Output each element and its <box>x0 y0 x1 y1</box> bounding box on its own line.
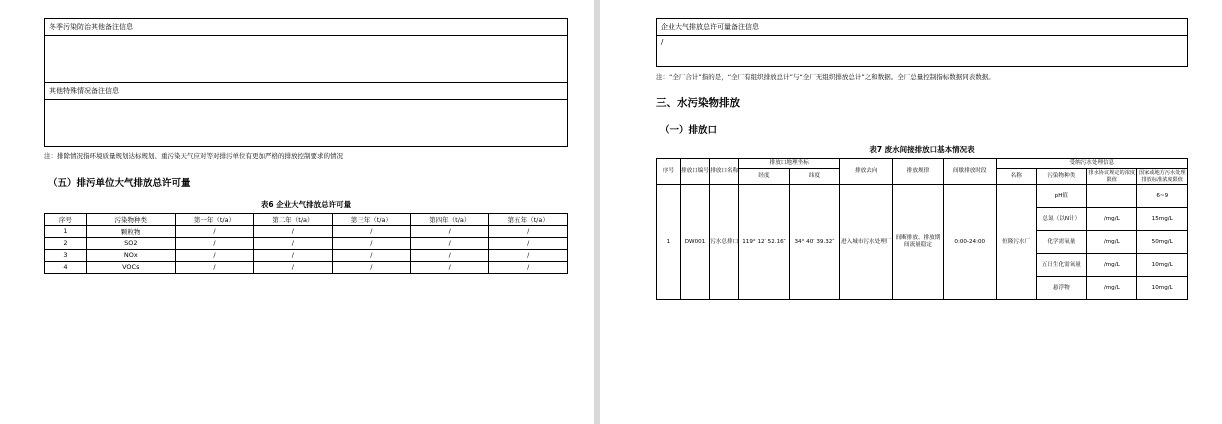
cell-limit: 10mg/L <box>1137 277 1188 300</box>
cell-pollutant: 总氮（以N计） <box>1036 208 1086 231</box>
table6-col-year3: 第三年（t/a） <box>332 213 410 225</box>
cell-year1: / <box>175 225 253 237</box>
cell-regulation: 间断排放、排放期间流量稳定 <box>893 185 943 300</box>
cell-no: 1 <box>657 185 681 300</box>
th-direction: 排放去向 <box>840 159 893 185</box>
table-row <box>657 185 1188 208</box>
th-interval: 间歇排放时段 <box>943 159 996 185</box>
table6-col-year4: 第四年（t/a） <box>411 213 489 225</box>
cell-pollutant: SO2 <box>86 237 175 249</box>
th-regulation: 排放规律 <box>893 159 943 185</box>
special-remark-header: 其他特殊情况备注信息 <box>45 83 568 100</box>
cell-outlet-code: DW001 <box>680 185 709 300</box>
th-longitude: 经度 <box>739 169 789 185</box>
table6-header-row <box>45 213 568 225</box>
cell-year5: / <box>489 249 568 261</box>
cell-pollutant: 颗粒物 <box>86 225 175 237</box>
cell-limit: 6~9 <box>1137 185 1188 208</box>
th-receiving-group: 受纳污水处理信息 <box>996 159 1187 169</box>
table-row <box>45 249 568 261</box>
air-remark-body: / <box>657 36 1188 67</box>
document-page-right <box>600 0 1222 424</box>
cell-year2: / <box>254 249 332 261</box>
th-coordinates-group: 排放口地理坐标 <box>739 159 840 169</box>
cell-year5: / <box>489 261 568 273</box>
table-row <box>45 261 568 273</box>
cell-agreed: /mg/L <box>1087 208 1137 231</box>
cell-agreed: /mg/L <box>1087 277 1137 300</box>
cell-year2: / <box>254 225 332 237</box>
cell-year1: / <box>175 261 253 273</box>
left-note: 注：排除情况指环境质量规划达标规划、重污染天气应对等对排污单位有更加严格的排放控制要求的情况 <box>44 152 343 160</box>
cell-year1: / <box>175 237 253 249</box>
cell-year4: / <box>411 225 489 237</box>
cell-year3: / <box>332 237 410 249</box>
section-heading-water: 三、水污染物排放 <box>656 97 740 110</box>
cell-no: 3 <box>45 249 87 261</box>
th-latitude: 纬度 <box>789 169 839 185</box>
table6-col-year5: 第五年（t/a） <box>489 213 568 225</box>
cell-agreed <box>1087 185 1137 208</box>
cell-interval: 0:00-24:00 <box>943 185 996 300</box>
cell-pollutant: pH值 <box>1036 185 1086 208</box>
table-row <box>45 225 568 237</box>
th-outlet-code: 排放口编号 <box>680 159 709 185</box>
cell-agreed: /mg/L <box>1087 254 1137 277</box>
table6-col-year1: 第一年（t/a） <box>175 213 253 225</box>
th-outlet-name: 排放口名称 <box>710 159 739 185</box>
cell-pollutant: 化学需氧量 <box>1036 231 1086 254</box>
cell-limit: 50mg/L <box>1137 231 1188 254</box>
cell-year4: / <box>411 261 489 273</box>
table7-caption: 表7 废水间接排放口基本情况表 <box>869 145 975 155</box>
cell-direction: 进入城市污水处理厂 <box>840 185 893 300</box>
th-pollutant: 污染物种类 <box>1036 169 1086 185</box>
table7-wastewater-outlet <box>656 158 1188 300</box>
cell-year4: / <box>411 237 489 249</box>
th-standard-limit: 国家或地方污水处理排放标准浓度限值 <box>1138 170 1186 183</box>
cell-pollutant: NOx <box>86 249 175 261</box>
th-no: 序号 <box>657 159 681 185</box>
cell-year2: / <box>254 261 332 273</box>
cell-no: 1 <box>45 225 87 237</box>
table-row <box>45 237 568 249</box>
air-total-permit-remark-table <box>656 18 1188 67</box>
winter-pollution-remark-table <box>44 18 568 147</box>
winter-remark-body <box>45 36 568 83</box>
cell-no: 4 <box>45 261 87 273</box>
left-section-title: （五）排污单位大气排放总许可量 <box>48 177 191 189</box>
cell-pollutant: 悬浮物 <box>1036 277 1086 300</box>
cell-latitude: 34° 40′ 39.32″ <box>789 185 839 300</box>
cell-pollutant: VOCs <box>86 261 175 273</box>
cell-year2: / <box>254 237 332 249</box>
cell-year5: / <box>489 237 568 249</box>
document-page-left <box>0 0 594 424</box>
table6-col-no: 序号 <box>45 213 87 225</box>
special-remark-body <box>45 100 568 147</box>
cell-longitude: 119° 12′ 52.16″ <box>739 185 789 300</box>
table6-col-year2: 第二年（t/a） <box>254 213 332 225</box>
cell-year4: / <box>411 249 489 261</box>
th-agreed-limit: 排水协议规定的浓度限值 <box>1088 170 1136 183</box>
table6-air-total-permit <box>44 213 568 274</box>
cell-year5: / <box>489 225 568 237</box>
table6-caption: 表6 企业大气排放总许可量 <box>260 199 352 209</box>
table6-col-pollutant: 污染物种类 <box>86 213 175 225</box>
air-remark-header: 企业大气排放总许可量备注信息 <box>657 19 1188 36</box>
cell-outlet-name: 污水总排口 <box>710 185 739 300</box>
cell-no: 2 <box>45 237 87 249</box>
winter-remark-header: 冬季污染防治其他备注信息 <box>45 19 568 36</box>
th-recv-name: 名称 <box>996 169 1036 185</box>
cell-year3: / <box>332 261 410 273</box>
cell-recv-name: 恒隆污水厂 <box>996 185 1036 300</box>
table7-header-row-1 <box>657 159 1188 169</box>
cell-pollutant: 五日生化需氧量 <box>1036 254 1086 277</box>
cell-year3: / <box>332 249 410 261</box>
cell-limit: 15mg/L <box>1137 208 1188 231</box>
cell-year3: / <box>332 225 410 237</box>
subsection-heading-outlet: （一）排放口 <box>660 125 718 137</box>
cell-limit: 10mg/L <box>1137 254 1188 277</box>
cell-agreed: /mg/L <box>1087 231 1137 254</box>
cell-year1: / <box>175 249 253 261</box>
right-note: 注：“全厂合计”指的是，“全厂有组织排放总计”与“全厂无组织排放总计”之和数据。全厂总量控制指标数据同表数据。 <box>656 73 995 81</box>
